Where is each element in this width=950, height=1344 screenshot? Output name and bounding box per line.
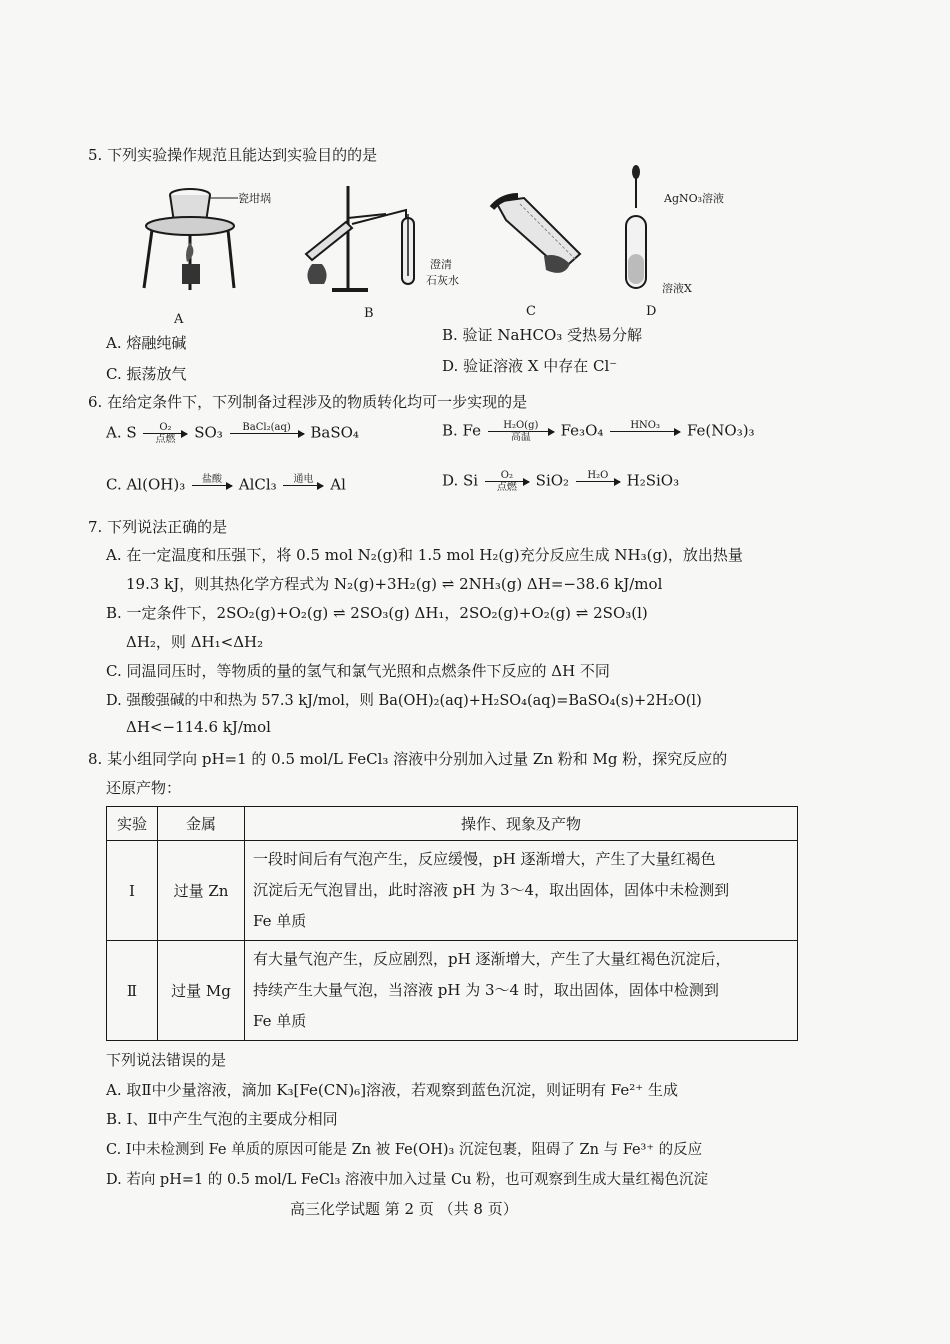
table-header-desc: 操作、现象及产物 xyxy=(245,807,798,841)
table-header-exp: 实验 xyxy=(107,807,158,841)
table-cell-desc: 一段时间后有气泡产生，反应缓慢，pH 逐渐增大，产生了大量红褐色 沉淀后无气泡冒出，此时溶液 pH 为 3～4，取出固体，固体中未检测到 Fe 单质 xyxy=(245,841,798,941)
table-cell-metal: 过量 Zn xyxy=(158,841,245,941)
table-row xyxy=(107,941,798,1041)
table-cell-exp: Ⅱ xyxy=(107,941,158,1041)
figure-label-c: C xyxy=(526,304,536,319)
q5-stem: 5. 下列实验操作规范且能达到实验目的的是 xyxy=(88,146,378,164)
q5-option-d: D. 验证溶液 X 中存在 Cl⁻ xyxy=(442,357,618,375)
table-header-metal: 金属 xyxy=(158,807,245,841)
q5-option-a: A. 熔融纯碱 xyxy=(106,334,187,352)
q6-option-a: A. S O₂ 点燃 SO₃ BaCl₂(aq) BaSO₄ xyxy=(106,422,359,445)
q6-option-d: D. Si O₂ 点燃 SiO₂ H₂O H₂SiO₃ xyxy=(442,470,680,493)
table-row xyxy=(107,841,798,941)
q8-option-b: B. Ⅰ、Ⅱ中产生气泡的主要成分相同 xyxy=(106,1110,338,1128)
q6-option-c: C. Al(OH)₃ 盐酸 AlCl₃ 通电 Al xyxy=(106,474,346,494)
apparatus-b-heating-tube xyxy=(296,184,446,304)
q8-stem-line2: 还原产物： xyxy=(106,779,182,797)
q8-option-a: A. 取Ⅱ中少量溶液，滴加 K₃[Fe(CN)₆]溶液，若观察到蓝色沉淀，则证明有 Fe²⁺ 生成 xyxy=(106,1081,678,1099)
q5-option-b: B. 验证 NaHCO₃ 受热易分解 xyxy=(442,326,643,344)
q7-option-b-line2: ΔH₂，则 ΔH₁<ΔH₂ xyxy=(126,633,264,651)
q8-stem-line1: 8. 某小组同学向 pH=1 的 0.5 mol/L FeCl₃ 溶液中分别加入过量 Zn 粉和 Mg 粉，探究反应的 xyxy=(88,750,728,768)
q8-after-table: 下列说法错误的是 xyxy=(106,1051,227,1069)
figure-label-a: A xyxy=(174,312,184,327)
q7-option-b-line1: B. 一定条件下，2SO₂(g)+O₂(g) ⇌ 2SO₃(g) ΔH₁，2SO₂(g)+O₂(g) ⇌ 2SO₃(l) xyxy=(106,604,648,622)
q7-option-a-line2: 19.3 kJ，则其热化学方程式为 N₂(g)+3H₂(g) ⇌ 2NH₃(g) ΔH=−38.6 kJ/mol xyxy=(126,575,663,593)
table-cell-exp: Ⅰ xyxy=(107,841,158,941)
limewater-label-1: 澄清 xyxy=(430,258,452,271)
page-footer: 高三化学试题 第 2 页 （共 8 页） xyxy=(290,1200,518,1218)
apparatus-d-test-tube xyxy=(618,164,658,294)
q6-stem: 6. 在给定条件下，下列制备过程涉及的物质转化均可一步实现的是 xyxy=(88,393,528,411)
experiment-table xyxy=(106,806,798,1041)
table-cell-desc: 有大量气泡产生，反应剧烈，pH 逐渐增大，产生了大量红褐色沉淀后， 持续产生大量气泡，当溶液 pH 为 3～4 时，取出固体，固体中检测到 Fe 单质 xyxy=(245,941,798,1041)
q8-option-d: D. 若向 pH=1 的 0.5 mol/L FeCl₃ 溶液中加入过量 Cu 粉，也可观察到生成大量红褐色沉淀 xyxy=(106,1172,709,1188)
solution-x-label: 溶液X xyxy=(662,282,692,295)
q7-option-a-line1: A. 在一定温度和压强下，将 0.5 mol N₂(g)和 1.5 mol H₂(g)充分反应生成 NH₃(g)，放出热量 xyxy=(106,546,743,564)
crucible-label: 瓷坩埚 xyxy=(238,192,271,205)
apparatus-c-separatory-funnel xyxy=(484,186,594,286)
agno3-label: AgNO₃溶液 xyxy=(664,192,725,205)
q7-option-c: C. 同温同压时，等物质的量的氢气和氯气光照和点燃条件下反应的 ΔH 不同 xyxy=(106,662,610,680)
q5-option-c: C. 振荡放气 xyxy=(106,365,187,383)
q6-option-b: B. Fe H₂O(g) 高温 Fe₃O₄ HNO₃ Fe(NO₃)₃ xyxy=(442,420,755,443)
table-cell-metal: 过量 Mg xyxy=(158,941,245,1041)
q7-option-d-line1: D. 强酸强碱的中和热为 57.3 kJ/mol，则 Ba(OH)₂(aq)+H₂SO₄(aq)=BaSO₄(s)+2H₂O(l) xyxy=(106,693,702,709)
table-header-row xyxy=(107,807,798,841)
q8-option-c: C. Ⅰ中未检测到 Fe 单质的原因可能是 Zn 被 Fe(OH)₃ 沉淀包裹，阻碍了 Zn 与 Fe³⁺ 的反应 xyxy=(106,1142,703,1158)
q7-stem: 7. 下列说法正确的是 xyxy=(88,518,228,536)
figure-label-d: D xyxy=(646,304,657,319)
figure-label-b: B xyxy=(364,306,374,321)
limewater-label-2: 石灰水 xyxy=(426,274,459,287)
q7-option-d-line2: ΔH<−114.6 kJ/mol xyxy=(126,718,271,736)
